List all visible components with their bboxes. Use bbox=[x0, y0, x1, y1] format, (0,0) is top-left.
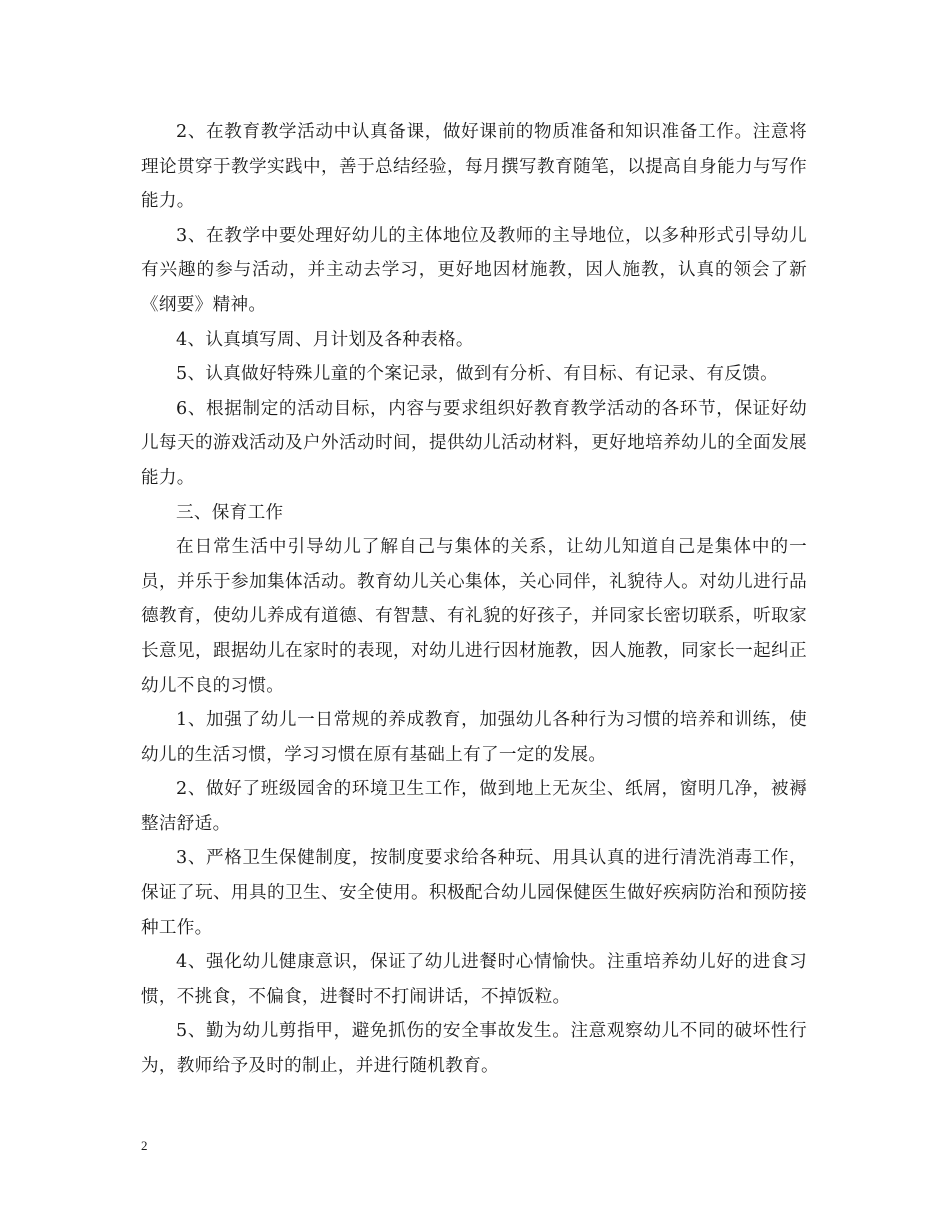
paragraph-child-centered-teaching: 3、在教学中要处理好幼儿的主体地位及教师的主导地位，以多种形式引导幼儿有兴趣的参与活动，并主动去学习，更好地因材施教，因人施教，认真的领会了新《纲要》精神。 bbox=[141, 225, 807, 315]
paragraph-daily-life-guidance: 在日常生活中引导幼儿了解自己与集体的关系，让幼儿知道自己是集体中的一员，并乐于参加集体活动。教育幼儿关心集体，关心同伴，礼貌待人。对幼儿进行品德教育，使幼儿养成有道德、有智慧、有礼貌的好孩子，并同家长密切联系，听取家长意见，跟据幼儿在家时的表现，对幼儿进行因材施教，因人施教，同家长一起纠正幼儿不良的习惯。 bbox=[141, 537, 807, 696]
document-body bbox=[141, 115, 807, 1084]
paragraph-health-care-system: 3、严格卫生保健制度，按制度要求给各种玩、用具认真的进行清洗消毒工作，保证了玩、用具的卫生、安全使用。积极配合幼儿园保健医生做好疾病防治和预防接种工作。 bbox=[141, 848, 807, 938]
paragraph-safety-nail-trimming: 5、勤为幼儿剪指甲，避免抓伤的安全事故发生。注意观察幼儿不同的破坏性行为，教师给予及时的制止，并进行随机教育。 bbox=[141, 1021, 807, 1077]
paragraph-special-case-records: 5、认真做好特殊儿童的个案记录，做到有分析、有目标、有记录、有反馈。 bbox=[176, 364, 778, 385]
page-number: 2 bbox=[141, 1138, 148, 1153]
paragraph-daily-routine-habits: 1、加强了幼儿一日常规的养成教育，加强幼儿各种行为习惯的培养和训练，使幼儿的生活习惯，学习习惯在原有基础上有了一定的发展。 bbox=[141, 710, 807, 765]
paragraph-lesson-preparation: 2、在教育教学活动中认真备课，做好课前的物质准备和知识准备工作。注意将理论贯穿于教学实践中，善于总结经验，每月撰写教育随笔，以提高自身能力与写作能力。 bbox=[141, 122, 807, 212]
paragraph-healthy-eating: 4、强化幼儿健康意识，保证了幼儿进餐时心情愉快。注重培养幼儿好的进食习惯，不挑食，不偏食，进餐时不打闹讲话，不掉饭粒。 bbox=[141, 952, 807, 1007]
paragraph-environment-hygiene: 2、做好了班级园舍的环境卫生工作，做到地上无灰尘、纸屑，窗明几净，被褥整洁舒适。 bbox=[141, 779, 807, 834]
paragraph-plans-and-forms: 4、认真填写周、月计划及各种表格。 bbox=[176, 329, 474, 350]
section-heading-care-work: 三、保育工作 bbox=[176, 502, 284, 523]
paragraph-activity-goals: 6、根据制定的活动目标，内容与要求组织好教育教学活动的各环节，保证好幼儿每天的游戏活动及户外活动时间，提供幼儿活动材料，更好地培养幼儿的全面发展能力。 bbox=[141, 398, 807, 488]
